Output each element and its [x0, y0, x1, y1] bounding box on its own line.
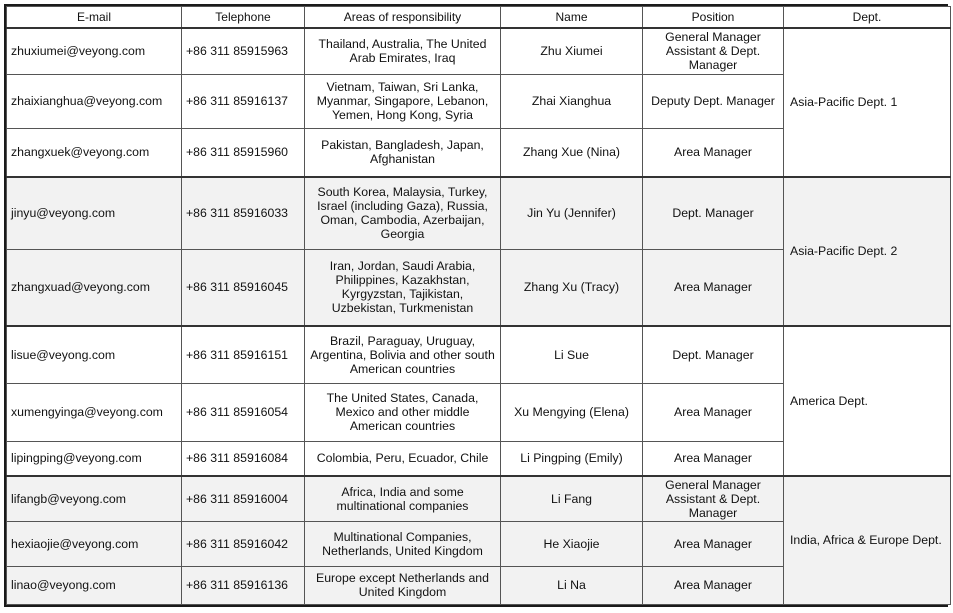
email-cell[interactable]: zhuxiumei@veyong.com [7, 28, 182, 74]
telephone-cell: +86 311 85916004 [182, 476, 305, 522]
contact-table-frame [4, 4, 948, 607]
email-cell[interactable]: lifangb@veyong.com [7, 476, 182, 522]
position-cell: Area Manager [643, 441, 784, 475]
areas-cell: Pakistan, Bangladesh, Japan, Afghanistan [305, 129, 501, 177]
email-cell[interactable]: zhaixianghua@veyong.com [7, 74, 182, 128]
dept-cell: India, Africa & Europe Dept. [784, 476, 951, 605]
name-cell: Zhu Xiumei [501, 28, 643, 74]
telephone-cell: +86 311 85916045 [182, 249, 305, 325]
name-cell: He Xiaojie [501, 522, 643, 566]
name-cell: Li Fang [501, 476, 643, 522]
position-cell: Dept. Manager [643, 177, 784, 249]
areas-cell: Vietnam, Taiwan, Sri Lanka, Myanmar, Singapore, Lebanon, Yemen, Hong Kong, Syria [305, 74, 501, 128]
position-cell: Area Manager [643, 566, 784, 604]
header-areas: Areas of responsibility [305, 7, 501, 29]
dept-cell: Asia-Pacific Dept. 1 [784, 28, 951, 177]
position-cell: General Manager Assistant & Dept. Manager [643, 28, 784, 74]
name-cell: Zhang Xu (Tracy) [501, 249, 643, 325]
dept-cell: Asia-Pacific Dept. 2 [784, 177, 951, 326]
telephone-cell: +86 311 85916054 [182, 383, 305, 441]
contact-table [6, 6, 951, 605]
telephone-cell: +86 311 85916084 [182, 441, 305, 475]
header-row [7, 7, 951, 29]
email-cell[interactable]: linao@veyong.com [7, 566, 182, 604]
telephone-cell: +86 311 85915960 [182, 129, 305, 177]
position-cell: Area Manager [643, 129, 784, 177]
position-cell: Area Manager [643, 383, 784, 441]
name-cell: Zhang Xue (Nina) [501, 129, 643, 177]
header-name: Name [501, 7, 643, 29]
email-cell[interactable]: lipingping@veyong.com [7, 441, 182, 475]
name-cell: Li Pingping (Emily) [501, 441, 643, 475]
telephone-cell: +86 311 85915963 [182, 28, 305, 74]
position-cell: Dept. Manager [643, 326, 784, 383]
header-telephone: Telephone [182, 7, 305, 29]
email-cell[interactable]: zhangxuek@veyong.com [7, 129, 182, 177]
email-cell[interactable]: zhangxuad@veyong.com [7, 249, 182, 325]
areas-cell: Brazil, Paraguay, Uruguay, Argentina, Bolivia and other south American countries [305, 326, 501, 383]
table-row [7, 326, 951, 383]
areas-cell: Africa, India and some multinational companies [305, 476, 501, 522]
email-cell[interactable]: xumengyinga@veyong.com [7, 383, 182, 441]
telephone-cell: +86 311 85916042 [182, 522, 305, 566]
areas-cell: The United States, Canada, Mexico and other middle American countries [305, 383, 501, 441]
telephone-cell: +86 311 85916136 [182, 566, 305, 604]
areas-cell: Iran, Jordan, Saudi Arabia, Philippines, Kazakhstan, Kyrgyzstan, Tajikistan, Uzbekistan, Turkmenistan [305, 249, 501, 325]
header-dept: Dept. [784, 7, 951, 29]
email-cell[interactable]: lisue@veyong.com [7, 326, 182, 383]
position-cell: General Manager Assistant & Dept. Manager [643, 476, 784, 522]
position-cell: Area Manager [643, 249, 784, 325]
table-row [7, 177, 951, 249]
telephone-cell: +86 311 85916033 [182, 177, 305, 249]
telephone-cell: +86 311 85916137 [182, 74, 305, 128]
name-cell: Jin Yu (Jennifer) [501, 177, 643, 249]
name-cell: Li Sue [501, 326, 643, 383]
table-row [7, 28, 951, 74]
email-cell[interactable]: hexiaojie@veyong.com [7, 522, 182, 566]
areas-cell: Colombia, Peru, Ecuador, Chile [305, 441, 501, 475]
telephone-cell: +86 311 85916151 [182, 326, 305, 383]
name-cell: Xu Mengying (Elena) [501, 383, 643, 441]
header-position: Position [643, 7, 784, 29]
areas-cell: Multinational Companies, Netherlands, United Kingdom [305, 522, 501, 566]
areas-cell: Europe except Netherlands and United Kingdom [305, 566, 501, 604]
dept-cell: America Dept. [784, 326, 951, 476]
position-cell: Area Manager [643, 522, 784, 566]
header-email: E-mail [7, 7, 182, 29]
email-cell[interactable]: jinyu@veyong.com [7, 177, 182, 249]
areas-cell: South Korea, Malaysia, Turkey, Israel (including Gaza), Russia, Oman, Cambodia, Azerbaijan, Georgia [305, 177, 501, 249]
name-cell: Zhai Xianghua [501, 74, 643, 128]
name-cell: Li Na [501, 566, 643, 604]
position-cell: Deputy Dept. Manager [643, 74, 784, 128]
areas-cell: Thailand, Australia, The United Arab Emirates, Iraq [305, 28, 501, 74]
table-row [7, 476, 951, 522]
